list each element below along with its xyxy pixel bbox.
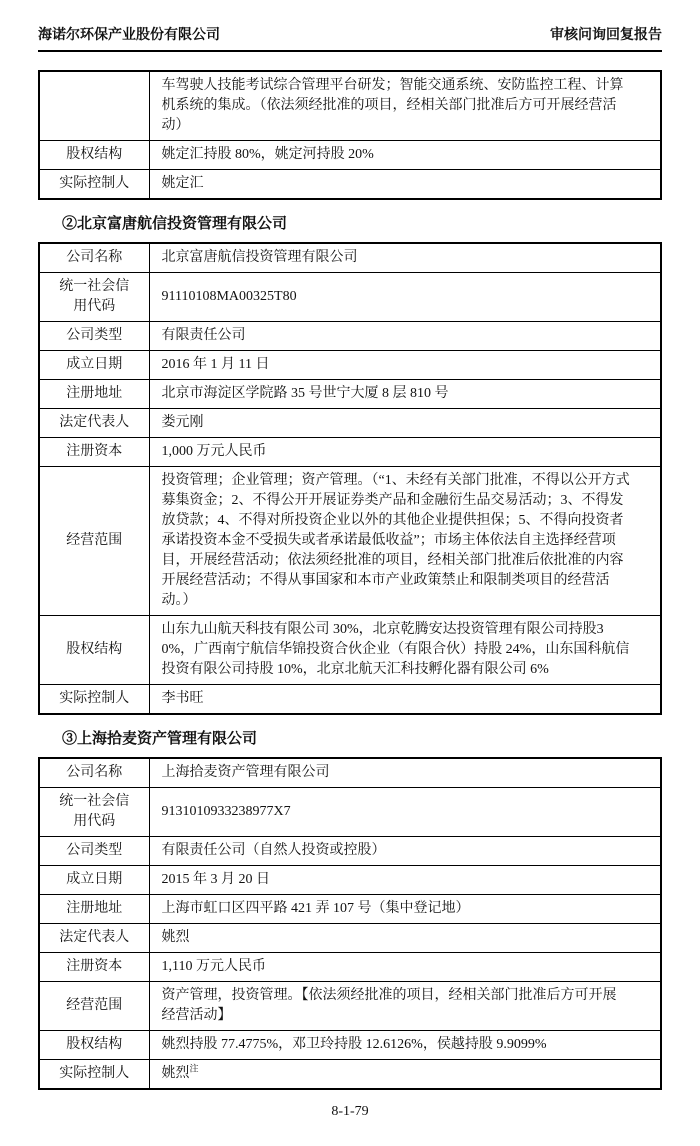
field-value: 9131010933238977X7 — [149, 788, 661, 837]
field-value: 2016 年 1 月 11 日 — [149, 351, 661, 380]
table-row — [39, 837, 661, 866]
table-row — [39, 322, 661, 351]
table-row — [39, 409, 661, 438]
field-label: 公司类型 — [39, 837, 149, 866]
field-value: 北京市海淀区学院路 35 号世宁大厦 8 层 810 号 — [149, 380, 661, 409]
field-label: 实际控制人 — [39, 170, 149, 200]
field-label: 成立日期 — [39, 866, 149, 895]
field-label: 注册地址 — [39, 895, 149, 924]
field-label — [39, 71, 149, 141]
field-label: 公司类型 — [39, 322, 149, 351]
field-label: 实际控制人 — [39, 1060, 149, 1090]
company3-info-table — [38, 757, 662, 1090]
field-value: 山东九山航天科技有限公司 30%，北京乾腾安达投资管理有限公司持股30%，广西南宁航信华锦投资合伙企业（有限合伙）持股 24%，山东国科航信投资有限公司持股 10%，北京北航天汇科技孵化器有限公司 6% — [149, 616, 661, 685]
field-label: 股权结构 — [39, 1031, 149, 1060]
field-value: 2015 年 3 月 20 日 — [149, 866, 661, 895]
table-row — [39, 141, 661, 170]
field-value: 上海市虹口区四平路 421 弄 107 号（集中登记地） — [149, 895, 661, 924]
field-value: 上海拾麦资产管理有限公司 — [149, 758, 661, 788]
field-value: 姚定汇 — [149, 170, 661, 200]
field-label: 公司名称 — [39, 243, 149, 273]
table-row — [39, 351, 661, 380]
table-row — [39, 866, 661, 895]
footnote-marker: 注 — [189, 1063, 199, 1074]
table-row — [39, 788, 661, 837]
section-heading-company3: ③上海拾麦资产管理有限公司 — [62, 731, 258, 747]
table-row — [39, 895, 661, 924]
field-label: 经营范围 — [39, 982, 149, 1031]
field-value: 有限责任公司（自然人投资或控股） — [149, 837, 661, 866]
field-value-text: 姚烈 — [161, 1066, 190, 1081]
field-value: 姚烈 — [149, 924, 661, 953]
table-row — [39, 467, 661, 616]
field-value: 1,110 万元人民币 — [149, 953, 661, 982]
field-label: 法定代表人 — [39, 924, 149, 953]
field-value: 资产管理，投资管理。【依法须经批准的项目，经相关部门批准后方可开展经营活动】 — [149, 982, 661, 1031]
company1-info-table — [38, 70, 662, 200]
field-value: 投资管理；企业管理；资产管理。（“1、未经有关部门批准，不得以公开方式募集资金；2、不得公开开展证券类产品和金融衍生品交易活动；3、不得发放贷款；4、不得对所投资企业以外的其他企业提供担保；5、不得向投资者承诺投资本金不受损失或者承诺最低收益”；市场主体依法自主选择经营项目，开展经营活动；依法须经批准的项目，经相关部门批准后依批准的内容开展经营活动；不得从事国家和本市产业政策禁止和限制类项目的经营活动。） — [149, 467, 661, 616]
table-row — [39, 243, 661, 273]
header-doc-title: 审核问询回复报告 — [550, 28, 662, 43]
table-row — [39, 616, 661, 685]
field-value: 91110108MA00325T80 — [149, 273, 661, 322]
field-value: 北京富唐航信投资管理有限公司 — [149, 243, 661, 273]
field-value — [149, 1060, 661, 1090]
table-row — [39, 170, 661, 200]
field-value: 姚烈持股 77.4775%，邓卫玲持股 12.6126%，侯越持股 9.9099% — [149, 1031, 661, 1060]
field-value: 车驾驶人技能考试综合管理平台研发；智能交通系统、安防监控工程、计算机系统的集成。（依法须经批准的项目，经相关部门批准后方可开展经营活动） — [149, 71, 661, 141]
field-label: 成立日期 — [39, 351, 149, 380]
field-label: 实际控制人 — [39, 685, 149, 715]
table-row — [39, 685, 661, 715]
field-label: 股权结构 — [39, 616, 149, 685]
company2-info-table — [38, 242, 662, 715]
table-row — [39, 758, 661, 788]
table-row — [39, 982, 661, 1031]
field-value: 姚定汇持股 80%，姚定河持股 20% — [149, 141, 661, 170]
field-value: 有限责任公司 — [149, 322, 661, 351]
field-label: 统一社会信用代码 — [39, 273, 149, 322]
page-number: 8-1-79 — [331, 1104, 369, 1119]
section-heading-company2: ②北京富唐航信投资管理有限公司 — [62, 216, 288, 232]
table-row — [39, 924, 661, 953]
table-row — [39, 273, 661, 322]
table-row — [39, 380, 661, 409]
field-value: 娄元刚 — [149, 409, 661, 438]
page-header — [38, 24, 662, 52]
table-row — [39, 1060, 661, 1090]
field-label: 法定代表人 — [39, 409, 149, 438]
field-label: 股权结构 — [39, 141, 149, 170]
field-value: 李书旺 — [149, 685, 661, 715]
table-row — [39, 953, 661, 982]
field-label: 注册资本 — [39, 953, 149, 982]
field-label: 统一社会信用代码 — [39, 788, 149, 837]
header-company-name: 海诺尔环保产业股份有限公司 — [38, 28, 220, 43]
table-row — [39, 1031, 661, 1060]
table-row — [39, 438, 661, 467]
field-label: 经营范围 — [39, 467, 149, 616]
field-label: 注册地址 — [39, 380, 149, 409]
field-value: 1,000 万元人民币 — [149, 438, 661, 467]
field-label: 注册资本 — [39, 438, 149, 467]
field-label: 公司名称 — [39, 758, 149, 788]
table-row — [39, 71, 661, 141]
